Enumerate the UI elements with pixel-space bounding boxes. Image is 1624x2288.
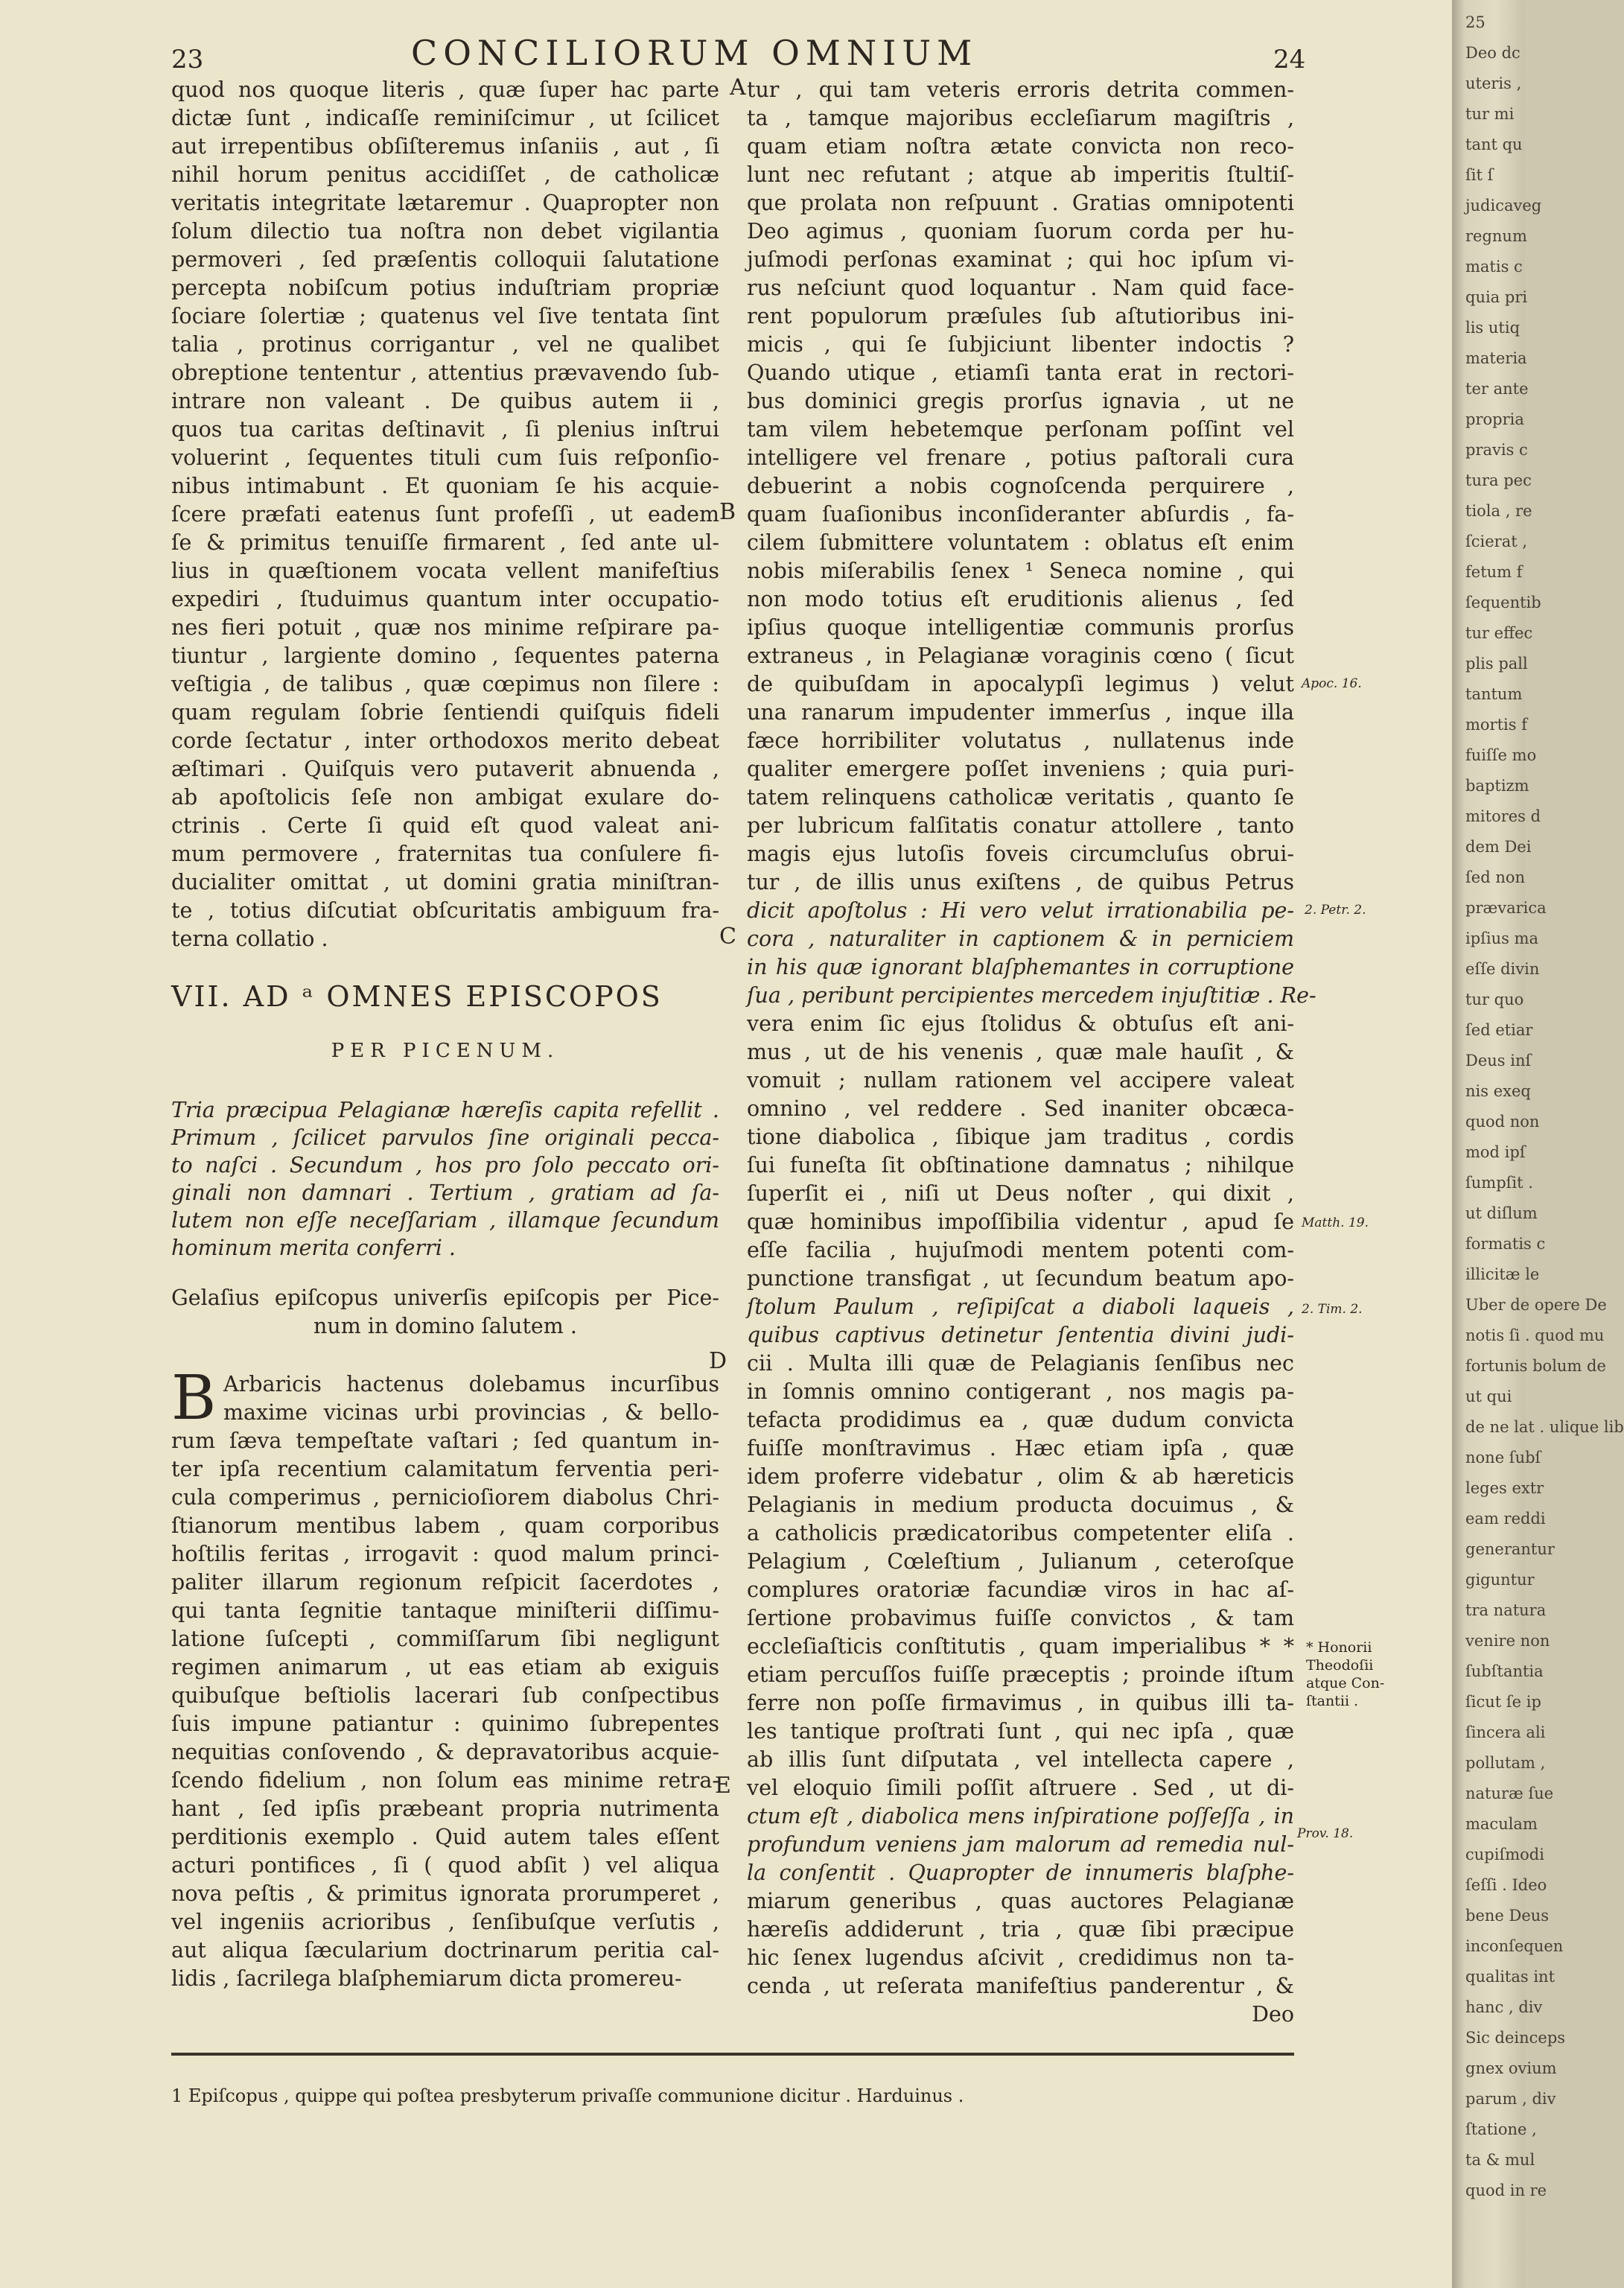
bleed-fragment: ſubſtantia: [1465, 1662, 1544, 1680]
bleed-fragment: materia: [1465, 349, 1527, 367]
text-line: æſtimari . Quiſquis vero putaverit abnuenda ,: [171, 757, 719, 781]
text-line: ducialiter omittat , ut domini gratia miniſtran-: [171, 870, 719, 894]
margin-note-matth: Matth. 19.: [1302, 1216, 1369, 1230]
bleed-fragment: eſſe divin: [1465, 960, 1540, 978]
text-line: quam regulam ſobrie ſentiendi quiſquis fideli: [171, 700, 719, 725]
bleed-fragment: pollutam ,: [1465, 1754, 1546, 1772]
text-line: Deo: [1252, 2002, 1294, 2027]
text-line: hoſtilis feritas , irrogavit : quod malum princi-: [171, 1542, 719, 1566]
text-line: lunt nec refutant ; atque ab imperitis ſtultiſ-: [747, 162, 1294, 187]
bleed-fragment: fortunis bolum de: [1465, 1357, 1606, 1375]
text-line: ta , tamque majoribus eccleſiarum magiſtris ,: [747, 106, 1294, 130]
text-line: fuiſſe monſtravimus . Hæc etiam ipſa , quæ: [747, 1436, 1294, 1461]
text-line: latione ſuſcepti , commiſſarum ſibi negligunt: [171, 1627, 719, 1651]
text-line: acturi pontifices , ſi ( quod abſit ) vel aliqua: [171, 1853, 719, 1878]
right-column: [747, 76, 1316, 2029]
salutation: [171, 1284, 719, 1341]
text-line: intrare non valeant . De quibus autem ii ,: [171, 389, 719, 413]
text-line: paliter illarum regionum reſpicit ſacerdotes ,: [171, 1570, 719, 1595]
bleed-fragment: naturæ ſue: [1465, 1785, 1554, 1802]
text-line: ſtolum Paulum , reſipiſcat a diaboli laqueis ,: [747, 1294, 1294, 1319]
text-line: punctione transfigat , ut ſecundum beatum apo-: [747, 1266, 1294, 1291]
section-subheading: PER PICENUM.: [331, 1040, 560, 1062]
bleed-fragment: judicaveg: [1465, 197, 1542, 214]
text-line: cenda , ut reſerata manifeſtius panderentur , &: [747, 1974, 1294, 1998]
text-line: regimen animarum , ut eas etiam ab exiguis: [171, 1655, 719, 1680]
text-line: corde ſectatur , inter orthodoxos merito debeat: [171, 728, 719, 753]
bleed-fragment: uteris ,: [1465, 74, 1522, 92]
page-number-left: 23: [171, 45, 204, 74]
text-line: fæce horribiliter volutatus , nullatenus inde: [747, 728, 1294, 753]
text-line: complures oratoriæ facundiæ viros in hac aſ-: [747, 1577, 1294, 1602]
text-line: idem proferre videbatur , olim & ab hæreticis: [747, 1464, 1294, 1489]
text-line: num in domino ſalutem .: [313, 1314, 577, 1338]
left-column-body: [171, 1363, 719, 1993]
bleed-fragment: tur mi: [1465, 105, 1515, 123]
bleed-fragment: tura pec: [1465, 471, 1532, 489]
text-line: ſertione probavimus fuiſſe convictos , & tam: [747, 1606, 1294, 1630]
text-line: quod nos quoque literis , quæ ſuper hac parte: [171, 77, 719, 102]
bleed-fragment: ſed etiar: [1465, 1021, 1533, 1039]
bleed-fragment: Deo dc: [1465, 44, 1520, 62]
margin-note-petr: 2. Petr. 2.: [1305, 903, 1366, 918]
text-line: ſui funeſta ſit obſtinatione damnatus ; nihilque: [747, 1153, 1294, 1178]
bleed-fragment: leges extr: [1465, 1479, 1544, 1497]
text-line: in his quæ ignorant blaſphemantes in corruptione: [747, 955, 1294, 979]
bleed-fragment: ſit ſ: [1465, 166, 1494, 184]
text-line: aut aliqua ſæcularium doctrinarum peritia cal-: [171, 1938, 719, 1963]
text-line: mum permovere , fraternitas tua conſulere fi-: [171, 842, 719, 866]
text-line: talia , protinus corrigantur , vel ne qualibet: [171, 332, 719, 357]
bleed-fragment: ſeſſi . Ideo: [1465, 1876, 1547, 1894]
text-line: bus dominici gregis prorſus ignavia , ut ne: [747, 389, 1294, 413]
bleed-fragment: ut diſlum: [1465, 1204, 1538, 1222]
bleed-fragment: ipſius ma: [1465, 930, 1539, 947]
bleed-fragment: ſtatione ,: [1465, 2120, 1537, 2138]
bleed-fragment: quod in re: [1465, 2181, 1547, 2199]
bleed-fragment: ſincera ali: [1465, 1723, 1546, 1741]
bleed-fragment: tiola , re: [1465, 502, 1532, 520]
text-line: les tantique proſtrati ſunt , qui nec ipſa , quæ: [747, 1719, 1294, 1744]
text-line: ſcendo fidelium , non ſolum eas minime retra-: [171, 1768, 719, 1793]
text-line: profundum veniens jam malorum ad remedia nul-: [747, 1832, 1294, 1857]
text-line: vel eloquio ſimili poſſit aſtruere . Sed , ut di-: [747, 1776, 1294, 1800]
text-line: veritatis integritate lætaremur . Quapropter non: [171, 191, 719, 215]
bleed-fragment: fetum f: [1465, 563, 1523, 581]
text-line: tur , de illis unus exiſtens , de quibus Petrus: [747, 870, 1294, 894]
text-line: ſuis impune patiantur : quinimo ſubrepentes: [171, 1712, 719, 1736]
text-line: ctrinis . Certe ſi quid eſt quod valeat ani-: [171, 813, 719, 838]
text-line: obreptione tententur , attentius prævavendo ſub-: [171, 360, 719, 385]
page-number-right: 24: [1273, 45, 1306, 74]
bleed-fragment: parum , div: [1465, 2090, 1556, 2108]
text-line: quibuſque beſtiolis lacerari ſub conſpectibus: [171, 1683, 719, 1708]
text-line: lutem non eſſe neceſſariam , illamque ſecundum: [171, 1208, 719, 1233]
text-line: quos tua caritas deſtinavit , ſi plenius inſtrui: [171, 417, 719, 442]
bleed-fragment: propria: [1465, 410, 1524, 428]
text-line: voluerint , ſequentes tituli cum ſuis reſponſio-: [171, 445, 719, 470]
text-line: quibus captivus detinetur ſententia divini judi-: [747, 1323, 1294, 1347]
text-line: quæ hominibus impoſſibilia videntur , apud ſe: [747, 1210, 1294, 1234]
text-line: permoveri , ſed præſentis colloquii ſalutatione: [171, 247, 719, 272]
footnote-rule: [171, 2053, 1294, 2056]
bleed-fragment: notis ſi . quod mu: [1465, 1326, 1605, 1344]
text-line: Primum , ſcilicet parvulos ſine originali pecca-: [171, 1125, 719, 1150]
text-line: de quibuſdam in apocalypſi legimus ) velut: [747, 672, 1294, 696]
bleed-fragment: venire non: [1465, 1632, 1550, 1650]
bleed-fragment: maculam: [1465, 1815, 1538, 1833]
bleed-fragment: quia pri: [1465, 288, 1528, 306]
letter-mark-e: E: [715, 1773, 731, 1799]
section-heading: VII. AD ᵃ OMNES EPISCOPOS: [171, 980, 663, 1013]
bleed-fragment: matis c: [1465, 258, 1523, 276]
bleed-fragment: quod non: [1465, 1113, 1540, 1131]
text-line: veſtigia , de talibus , quæ cœpimus non ſilere :: [171, 672, 719, 696]
bleed-fragment: pravis c: [1465, 441, 1528, 459]
margin-note-apoc: Apoc. 16.: [1302, 676, 1362, 691]
text-line: tione diabolica , ſibique jam traditus , cordis: [747, 1125, 1294, 1149]
bleed-fragment: tur quo: [1465, 991, 1524, 1008]
bleed-fragment: ut qui: [1465, 1388, 1512, 1405]
text-line: to naſci . Secundum , hos pro ſolo peccato ori-: [171, 1153, 719, 1178]
bleed-fragment: bene Deus: [1465, 1907, 1550, 1925]
bleed-fragment: Sic deinceps: [1465, 2029, 1566, 2047]
text-line: tatem relinquens catholicæ veritatis , quanto ſe: [747, 785, 1294, 810]
text-line: quam ſuaſionibus inconſideranter abſurdis , fa-: [747, 502, 1294, 527]
text-line: cii . Multa illi quæ de Pelagianis ſenſibus nec: [747, 1351, 1294, 1376]
text-line: lidis , ſacrilega blaſphemiarum dicta promereu-: [171, 1966, 682, 1991]
text-line: rum ſæva tempeſtate vaſtari ; ſed quantum in-: [171, 1429, 719, 1453]
bleed-fragment: de ne lat . ulique lib: [1465, 1418, 1624, 1436]
text-line: vera enim ſic ejus ſtolidus & obtuſus eſt ani-: [747, 1011, 1294, 1036]
text-line: ipſius quoque intelligentiæ communis prorſus: [747, 615, 1294, 640]
text-line: maxime vicinas urbi provincias , & bello-: [223, 1400, 719, 1425]
text-line: Tria præcipua Pelagianæ hæreſis capita refellit .: [171, 1098, 719, 1122]
text-line: omnino , vel reddere . Sed inaniter obcæca-: [747, 1096, 1294, 1121]
bleed-fragment: mortis f: [1465, 716, 1527, 734]
bleed-fragment: formatis c: [1465, 1235, 1546, 1253]
left-column-top: [171, 76, 719, 953]
text-line: ginali non damnari . Tertium , gratiam ad ſa-: [171, 1180, 719, 1205]
text-line: ſociare ſolertiæ ; quatenus vel ſive tentata ſint: [171, 304, 719, 328]
bleed-fragment: mitores d: [1465, 807, 1541, 825]
text-line: perditionis exemplo . Quid autem tales eſſent: [171, 1825, 719, 1849]
text-line: tam vilem hebetemque perſonam poſſint vel: [747, 417, 1294, 442]
bleed-fragment: tur effec: [1465, 624, 1533, 642]
text-line: mus , ut de his venenis , quæ male hauſit , &: [747, 1040, 1294, 1064]
text-line: etiam percuſſos fuiſſe præceptis ; proinde iſtum: [747, 1662, 1294, 1687]
bleed-fragment: tantum: [1465, 685, 1523, 703]
text-line: nihil horum penitus accidiſſet , de catholicæ: [171, 162, 719, 187]
text-line: in ſomnis omnino contigerant , nos magis pa-: [747, 1379, 1294, 1404]
text-line: ſua , peribunt percipientes mercedem injuſtitiæ . Re-: [747, 983, 1316, 1008]
text-line: intelligere vel frenare , potius paſtorali cura: [747, 445, 1294, 470]
bleed-fragment: ſumpſit .: [1465, 1174, 1533, 1192]
bleed-fragment: ſequentib: [1465, 594, 1541, 611]
text-line: terna collatio .: [171, 927, 328, 951]
text-line: ſuperſit ei , niſi ut Deus noſter , qui dixit ,: [747, 1181, 1294, 1206]
bleed-fragment: dem Dei: [1465, 838, 1532, 856]
text-line: qui tanta ſegnitie tantaque miniſterii diſſimu-: [171, 1598, 719, 1623]
text-line: Pelagianis in medium producta docuimus , &: [747, 1493, 1294, 1517]
text-line: per lubricum falſitatis conatur attollere , tanto: [747, 813, 1294, 838]
margin-note-prov: Prov. 18.: [1297, 1826, 1354, 1841]
text-line: nibus intimabunt . Et quoniam ſe his acquie-: [171, 474, 719, 498]
margin-note-emperors: * Honorii Theodoſii atque Con- ſtantii .: [1306, 1639, 1385, 1709]
text-line: magis ejus lutoſis foveis circumcluſus obrui-: [747, 842, 1294, 866]
text-line: hic ſenex lugendus aſcivit , credidimus non ta-: [747, 1945, 1294, 1970]
bleed-fragment: 25: [1465, 13, 1486, 31]
bleed-fragment: qualitas int: [1465, 1968, 1555, 1986]
bleed-fragment: Deus inſ: [1465, 1052, 1532, 1070]
footnote: 1 Epiſcopus , quippe qui poſtea presbyterum privaſſe communione dicitur . Harduinus .: [171, 2085, 964, 2106]
text-line: a catholicis prædicatoribus competenter eliſa .: [747, 1521, 1294, 1545]
text-line: hant , ſed ipſis præbeant propria nutrimenta: [171, 1796, 719, 1821]
text-line: Pelagium , Cœleſtium , Julianum , ceteroſque: [747, 1549, 1294, 1574]
bleed-fragment: prævarica: [1465, 899, 1547, 917]
text-line: eſſe facilia , hujuſmodi mentem potenti com-: [747, 1238, 1294, 1262]
text-line: que prolata non reſpuunt . Gratias omnipotenti: [747, 191, 1294, 215]
bleed-fragment: plis pall: [1465, 655, 1528, 673]
bleed-fragment: generantur: [1465, 1540, 1555, 1558]
text-line: ab apoſtolicis ſeſe non ambigat exulare do-: [171, 785, 719, 810]
text-line: non modo totius eſt eruditionis alienus , ſed: [747, 587, 1294, 611]
text-line: quam etiam noſtra ætate convicta non reco-: [747, 134, 1294, 159]
text-line: vomuit ; nullam rationem vel accipere valeat: [747, 1068, 1294, 1093]
text-line: dictæ ſunt , indicaſſe reminiſcimur , ut ſcilicet: [171, 106, 719, 130]
text-line: ctum eſt , diabolica mens inſpiratione poſſeſſa , in: [747, 1804, 1294, 1828]
text-line: cula comperimus , pernicioſiorem diabolus Chri-: [171, 1485, 719, 1510]
bleed-fragment: baptizm: [1465, 777, 1529, 795]
text-line: ferre non poſſe firmavimus , in quibus illi ta-: [747, 1691, 1294, 1715]
bleed-fragment: lis utiq: [1465, 319, 1520, 337]
chapter-summary: [171, 1096, 719, 1262]
text-line: te , totius diſcutiat obſcuritatis ambiguum fra-: [171, 898, 719, 923]
drop-cap: B: [171, 1363, 217, 1434]
letter-mark-a: A: [730, 74, 746, 101]
bleed-fragment: cupiſmodi: [1465, 1846, 1544, 1863]
text-line: dicit apoſtolus : Hi vero velut irrationabilia pe-: [747, 898, 1294, 923]
text-line: tiuntur , largiente domino , ſequentes paterna: [171, 644, 719, 668]
bleed-fragment: inconſequen: [1465, 1937, 1564, 1955]
bleed-fragment: hanc , div: [1465, 1998, 1543, 2016]
text-line: aut irrepentibus obſiſteremus inſaniis , aut , ſi: [171, 134, 719, 159]
text-line: lius in quæſtionem vocata vellent manifeſtius: [171, 559, 719, 583]
text-line: Gelaſius epiſcopus univerſis epiſcopis per Pice-: [171, 1286, 719, 1310]
margin-note-tim: 2. Tim. 2.: [1302, 1302, 1363, 1317]
text-line: tefacta prodidimus ea , quæ dudum convicta: [747, 1408, 1294, 1432]
letter-mark-b: B: [719, 499, 736, 525]
text-line: nes fieri potuit , quæ nos minime reſpirare pa-: [171, 615, 719, 640]
text-line: vel ingeniis acrioribus , ſenſibuſque verſutis ,: [171, 1910, 719, 1934]
bleed-fragment: gnex ovium: [1465, 2059, 1557, 2077]
text-line: cora , naturaliter in captionem & in perniciem: [747, 927, 1294, 951]
bleed-fragment: ſicut ſe ip: [1465, 1693, 1541, 1711]
bleed-fragment: ta & mul: [1465, 2151, 1535, 2169]
text-line: ſe & primitus tenuiſſe firmarent , ſed ante ul-: [171, 530, 719, 555]
text-line: ſolum dilectio tua noſtra non debet vigilantia: [171, 219, 719, 244]
text-line: expediri , ſtuduimus quantum inter occupatio-: [171, 587, 719, 611]
text-line: rus neſciunt quod loquantur . Nam quid face-: [747, 276, 1294, 300]
letter-mark-c: C: [719, 924, 736, 950]
bleed-fragment: ter ante: [1465, 380, 1529, 398]
text-line: Deo agimus , quoniam ſuorum corda per hu-: [747, 219, 1294, 244]
bleed-fragment: regnum: [1465, 227, 1527, 245]
text-line: ab illis ſunt diſputata , vel intellecta capere ,: [747, 1747, 1294, 1772]
text-line: extraneus , in Pelagianæ voraginis cœno ( ſicut: [747, 644, 1294, 668]
bleed-fragment: ſed non: [1465, 868, 1526, 886]
text-line: rent populorum præſules ſub aſtutioribus ini-: [747, 304, 1294, 328]
text-line: micis , qui ſe ſubjiciunt libenter indoctis ?: [747, 332, 1294, 357]
text-line: cilem ſubmittere voluntatem : oblatus eſt enim: [747, 530, 1294, 555]
text-line: tur , qui tam veteris erroris detrita commen-: [747, 77, 1294, 102]
bleed-fragment: tant qu: [1465, 136, 1523, 153]
running-title: CONCILIORUM OMNIUM: [411, 33, 978, 73]
bleed-fragment: eam reddi: [1465, 1510, 1546, 1528]
text-line: una ranarum impudenter immerſus , inque illa: [747, 700, 1294, 725]
text-line: nova peſtis , & primitus ignorata prorumperet ,: [171, 1881, 719, 1906]
bleed-fragment: ſcierat ,: [1465, 533, 1528, 550]
text-line: ſtianorum mentibus labem , quam corporibus: [171, 1513, 719, 1538]
bleed-fragment: none ſubſ: [1465, 1449, 1541, 1466]
bleed-fragment: fuiſſe mo: [1465, 746, 1537, 764]
bleed-fragment: tra natura: [1465, 1601, 1547, 1619]
text-line: juſmodi perſonas examinat ; qui hoc ipſum vi-: [747, 247, 1294, 272]
text-line: la conſentit . Quapropter de innumeris blaſphe-: [747, 1860, 1294, 1885]
text-line: qualiter emergere poſſet inveniens ; quia puri-: [747, 757, 1294, 781]
text-line: ſcere præfati eatenus ſunt profeſſi , ut eadem: [171, 502, 719, 527]
text-line: ter ipſa recentium calamitatum ferventia peri-: [171, 1457, 719, 1481]
bleed-fragment: illicitæ le: [1465, 1265, 1540, 1283]
text-line: hominum merita conferri .: [171, 1236, 456, 1260]
text-line: miarum generibus , quas auctores Pelagianæ: [747, 1889, 1294, 1913]
text-line: nequitias conſovendo , & depravatoribus acquie-: [171, 1740, 719, 1764]
text-line: nobis miſerabilis ſenex ¹ Seneca nomine , qui: [747, 559, 1294, 583]
text-line: eccleſiaſticis conſtitutis , quam imperialibus * *: [747, 1634, 1294, 1659]
text-line: percepta nobiſcum potius induſtriam propriæ: [171, 276, 719, 300]
text-line: hæreſis addiderunt , tria , quæ ſibi præcipue: [747, 1917, 1294, 1942]
text-line: debuerint a nobis cognoſcenda perquirere ,: [747, 474, 1294, 498]
letter-mark-d: D: [709, 1348, 727, 1374]
bleed-fragment: nis exeq: [1465, 1082, 1531, 1100]
bleed-fragment: Uber de opere De: [1465, 1296, 1607, 1314]
text-line: Quando utique , etiamſi tanta erat in rectori-: [747, 360, 1294, 385]
adjacent-page-edge: [1452, 0, 1624, 2288]
text-line: Arbaricis hactenus dolebamus incurſibus: [223, 1372, 719, 1396]
bleed-fragment: giguntur: [1465, 1571, 1535, 1589]
bleed-fragment: mod ipſ: [1465, 1143, 1526, 1161]
